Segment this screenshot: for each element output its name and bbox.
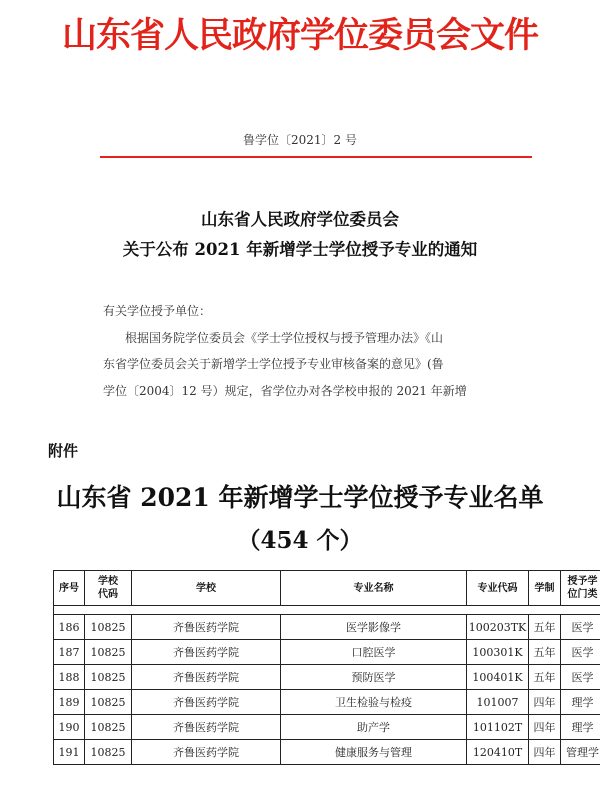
cell-seq: 187 [54,640,85,665]
cell-school-code: 10825 [85,665,132,690]
cell-school: 齐鲁医药学院 [132,615,281,640]
document-header-title: 山东省人民政府学位委员会文件 [61,15,538,56]
table-row [54,615,600,640]
header-school-code-line-2: 代码 [98,589,118,600]
cell-category: 医学 [561,615,600,640]
cell-major: 助产学 [281,715,467,740]
header-seq: 序号 [54,571,85,606]
cell-seq: 186 [54,615,85,640]
header-major: 专业名称 [281,571,467,606]
cell-major: 口腔医学 [281,640,467,665]
cell-duration: 四年 [529,715,561,740]
header-category-line-1: 授予学 [567,576,598,587]
cell-major: 健康服务与管理 [281,740,467,765]
cell-school: 齐鲁医药学院 [132,640,281,665]
cell-seq: 190 [54,715,85,740]
cell-seq: 188 [54,665,85,690]
cell-duration: 四年 [529,740,561,765]
cell-school-code: 10825 [85,690,132,715]
cell-category: 医学 [561,665,600,690]
cell-major-code: 101102T [467,715,529,740]
cell-category: 理学 [561,690,600,715]
cell-duration: 四年 [529,690,561,715]
cell-major-code: 100301K [467,640,529,665]
attachment-label: 附件 [48,442,79,460]
table-gap-row [54,606,600,615]
cell-duration: 五年 [529,615,561,640]
header-school-code [85,571,132,606]
header-duration: 学制 [529,571,561,606]
table-row [54,690,600,715]
cell-category: 理学 [561,715,600,740]
cell-major-code: 100203TK [467,615,529,640]
header-school: 学校 [132,571,281,606]
red-divider-line [100,156,532,158]
header-school-code-line-1: 学校 [98,576,118,587]
cell-duration: 五年 [529,665,561,690]
salutation: 有关学位授予单位： [103,304,212,318]
cell-major-code: 101007 [467,690,529,715]
cell-major-code: 120410T [467,740,529,765]
body-line-1: 根据国务院学位委员会《学士学位授权与授予管理办法》《山 [125,331,444,345]
body-line-2: 东省学位委员会关于新增学士学位授予专业审核备案的意见》(鲁 [103,357,444,371]
notice-title-line-2: 关于公布 2021 年新增学士学位授予专业的通知 [122,240,478,259]
header-major-code: 专业代码 [467,571,529,606]
cell-school: 齐鲁医药学院 [132,740,281,765]
body-line-3: 学位〔2004〕12 号）规定，省学位办对各学校申报的 2021 年新增 [103,384,467,398]
table-row [54,640,600,665]
cell-major: 预防医学 [281,665,467,690]
attachment-list-title: 山东省 2021 年新增学士学位授予专业名单 [56,483,544,512]
cell-school-code: 10825 [85,615,132,640]
cell-duration: 五年 [529,640,561,665]
table-row [54,665,600,690]
cell-school: 齐鲁医药学院 [132,715,281,740]
cell-major: 卫生检验与检疫 [281,690,467,715]
cell-school: 齐鲁医药学院 [132,690,281,715]
cell-seq: 191 [54,740,85,765]
cell-school-code: 10825 [85,640,132,665]
header-category [561,571,600,606]
cell-school-code: 10825 [85,715,132,740]
notice-title-line-1: 山东省人民政府学位委员会 [201,210,399,229]
table-header-row [54,571,600,606]
cell-major: 医学影像学 [281,615,467,640]
table-row [54,740,600,765]
cell-seq: 189 [54,690,85,715]
cell-major-code: 100401K [467,665,529,690]
cell-category: 管理学 [561,740,600,765]
cell-category: 医学 [561,640,600,665]
attachment-count: （454 个） [237,527,363,554]
cell-school: 齐鲁医药学院 [132,665,281,690]
major-list-table [53,570,600,765]
header-category-line-2: 位门类 [567,589,598,600]
cell-school-code: 10825 [85,740,132,765]
document-number: 鲁学位〔2021〕2 号 [243,133,357,147]
table-row [54,715,600,740]
